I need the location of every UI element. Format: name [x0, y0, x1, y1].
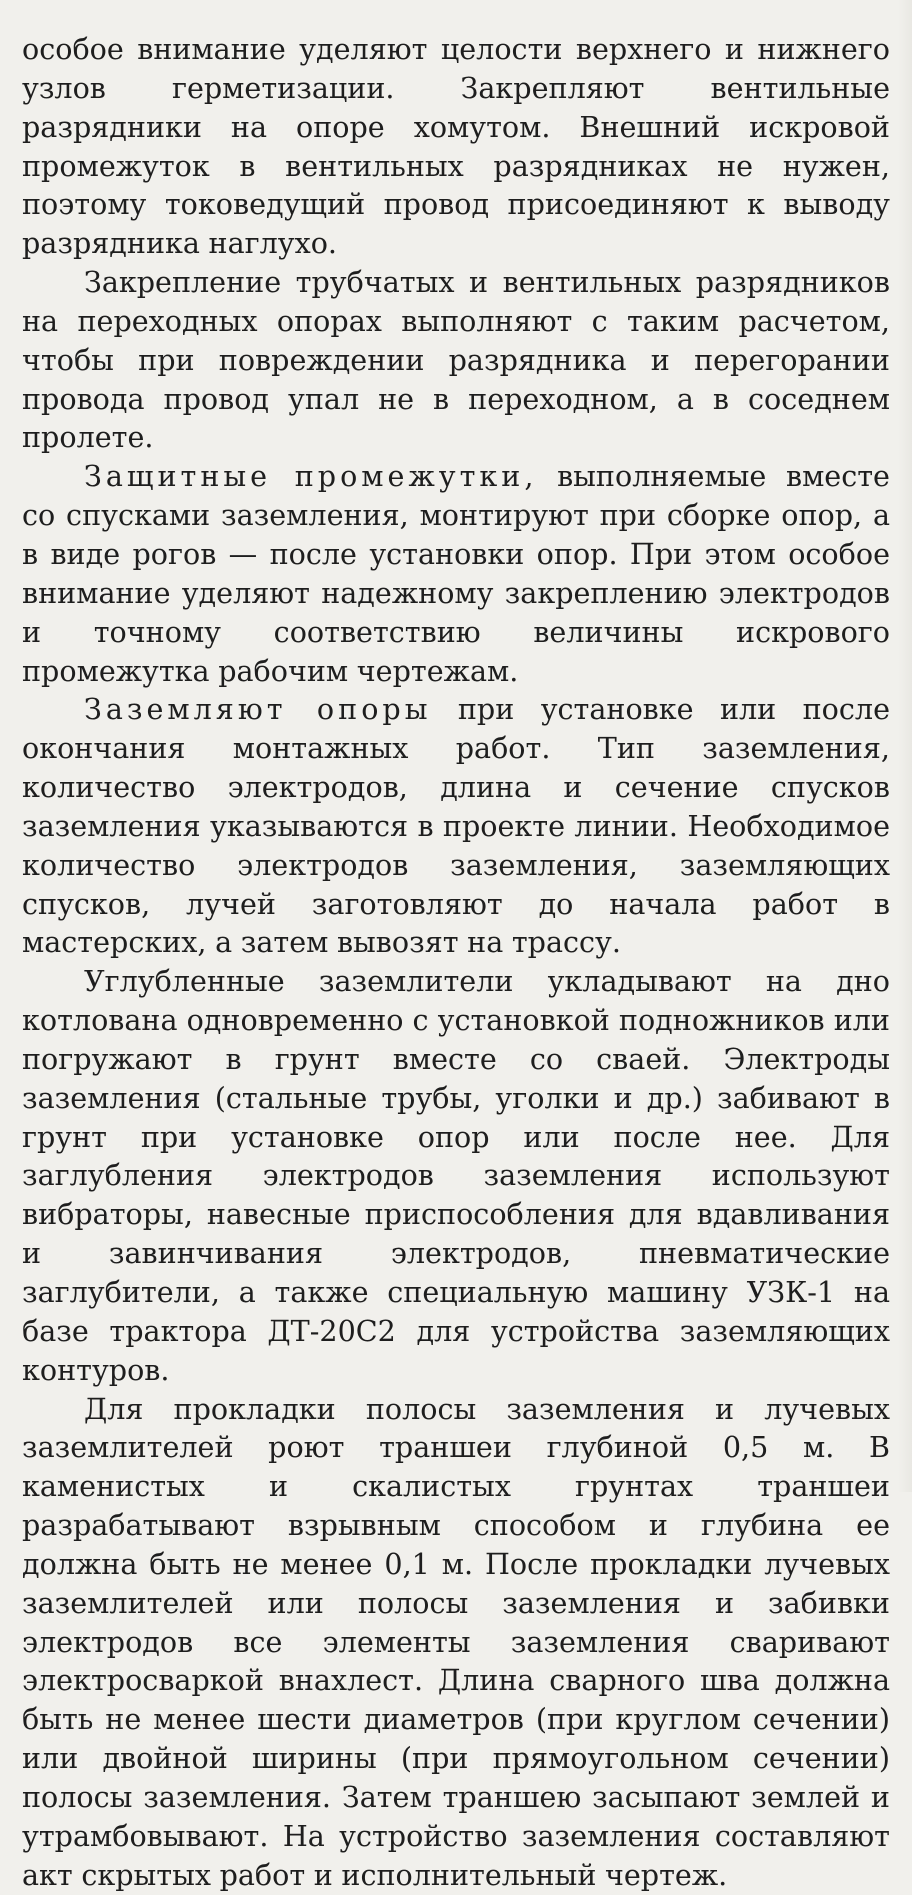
paragraph-4: [22, 690, 890, 962]
paragraph-5-text: Углубленные заземлители укладывают на дно котлована одновременно с установкой подножников или погружают в грунт вместе со сваей. Электроды заземления (стальные трубы, уголки и др.) забивают в грунт при установке опор или после нее. Для заглубления электродов заземления используют вибраторы, навесные приспособления для вдавливания и завинчивания электродов, пневматические заглубители, а также специальную машину УЗК-1 на базе трактора ДТ-20С2 для устройства заземляющих контуров.: [22, 964, 890, 1387]
paragraph-3-text: выполняемые вместе со спусками заземления, монтируют при сборке опор, а в виде рогов — после установки опор. При этом особое внимание уделяют надежному закреплению электродов и точному соответствию величины искрового промежутка рабочим чертежам.: [22, 459, 890, 688]
paragraph-1-text: особое внимание уделяют целости верхнего и нижнего узлов герметизации. Закрепляют вентильные разрядники на опоре хомутом. Внешний искровой промежуток в вентильных разрядниках не нужен, поэтому токоведущий провод присоединяют к выводу разрядника наглухо.: [22, 32, 890, 261]
paragraph-5: [22, 962, 890, 1389]
paragraph-2: [22, 263, 890, 457]
paragraph-4-lead: Заземляют опоры: [84, 692, 432, 727]
paragraph-3-lead: Защитные промежутки,: [84, 459, 538, 494]
book-page: [22, 30, 890, 1892]
paragraph-2-text: Закрепление трубчатых и вентильных разрядников на переходных опорах выполняют с таким расчетом, чтобы при повреждении разрядника и перегорании провода провод упал не в переходном, а в соседнем пролете.: [22, 265, 890, 455]
paragraph-4-text: при установке или после окончания монтажных работ. Тип заземления, количество электродов, длина и сечение спусков заземления указываются в проекте линии. Необходимое количество электродов заземления, заземляющих спусков, лучей заготовляют до начала работ в мастерских, а затем вывозят на трассу.: [22, 692, 890, 960]
paragraph-6: [22, 1390, 890, 1895]
paragraph-1: [22, 30, 890, 263]
paragraph-3: [22, 457, 890, 690]
page-edge-shadow: [898, 0, 912, 1492]
paragraph-6-text: Для прокладки полосы заземления и лучевых заземлителей роют траншеи глубиной 0,5 м. В каменистых и скалистых грунтах траншеи разрабатывают взрывным способом и глубина ее должна быть не менее 0,1 м. После прокладки лучевых заземлителей или полосы заземления и забивки электродов все элементы заземления сваривают электросваркой внахлест. Длина сварного шва должна быть не менее шести диаметров (при круглом сечении) или двойной ширины (при прямоугольном сечении) полосы заземления. Затем траншею засыпают землей и утрамбовывают. На устройство заземления составляют акт скрытых работ и исполнительный чертеж.: [22, 1391, 890, 1892]
